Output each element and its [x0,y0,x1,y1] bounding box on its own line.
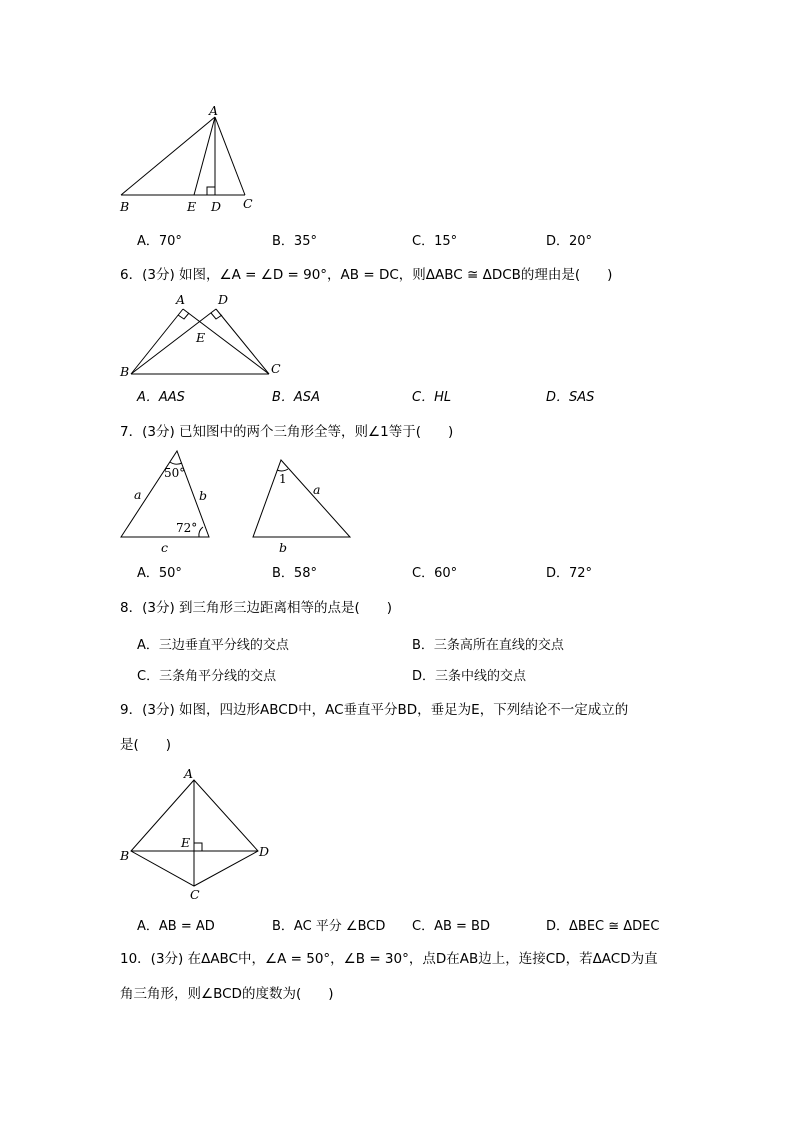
q6-option-d[interactable]: D．SAS [546,390,595,405]
q9-option-c[interactable]: C．AB = BD [412,919,490,934]
q9-label-a: A [184,766,194,781]
q10-stem-line2: 角三角形，则∠BCD的度数为( ) [120,986,334,1002]
q9-label-b: B [120,848,130,863]
q7-option-a[interactable]: A．50° [137,566,182,581]
q9-label-e: E [181,835,191,850]
q7-label-b2: b [279,540,288,555]
q7-label-c: c [161,540,169,555]
q9-label-c: C [190,887,200,902]
q9-option-d[interactable]: D．ΔBEC ≅ ΔDEC [546,919,660,934]
q5-option-c[interactable]: C．15° [412,234,458,249]
q6-label-e: E [196,330,206,345]
q6-option-c[interactable]: C．HL [412,390,452,405]
q7-stem: 7．(3分) 已知图中的两个三角形全等，则∠1等于( ) [120,424,454,440]
q6-label-c: C [271,361,281,376]
q6-stem: 6．(3分) 如图，∠A = ∠D = 90°，AB = DC，则ΔABC ≅ ΔDCB的理由是( ) [120,267,613,283]
q8-option-d[interactable]: D．三条中线的交点 [412,669,527,684]
q6-option-a[interactable]: A．AAS [137,390,185,405]
q7-option-d[interactable]: D．72° [546,566,593,581]
q5-label-d: D [211,199,222,214]
q8-option-a[interactable]: A．三边垂直平分线的交点 [137,638,289,653]
q8-option-c[interactable]: C．三条角平分线的交点 [137,669,277,684]
q7-angle-1: 1 [279,472,287,486]
q7-label-a1: a [134,487,142,502]
q9-option-a[interactable]: A．AB = AD [137,919,215,934]
q7-label-a2: a [313,482,321,497]
q9-stem-line2: 是( ) [120,737,172,753]
q6-label-a: A [176,292,186,307]
q8-option-b[interactable]: B．三条高所在直线的交点 [412,638,564,653]
q7-angle-50: 50° [164,466,186,480]
q5-option-d[interactable]: D．20° [546,234,593,249]
q5-option-a[interactable]: A．70° [137,234,182,249]
q7-option-b[interactable]: B．58° [272,566,317,581]
q6-label-d: D [218,292,229,307]
q9-stem-line1: 9．(3分) 如图，四边形ABCD中，AC垂直平分BD，垂足为E，下列结论不一定成立的 [120,702,629,718]
q8-stem: 8．(3分) 到三角形三边距离相等的点是( ) [120,600,393,616]
q5-label-b: B [120,199,130,214]
q7-label-b1: b [199,488,208,503]
q5-label-e: E [187,199,197,214]
q6-label-b: B [120,364,130,379]
q7-angle-72: 72° [176,521,198,535]
q6-option-b[interactable]: B．ASA [272,390,320,405]
q5-label-c: C [243,196,253,211]
q9-option-b[interactable]: B．AC 平分 ∠BCD [272,919,386,934]
q10-stem-line1: 10．(3分) 在ΔABC中，∠A = 50°，∠B = 30°，点D在AB边上，连接CD，若ΔACD为直 [120,951,658,967]
q5-label-a: A [209,103,219,118]
q7-option-c[interactable]: C．60° [412,566,458,581]
q5-option-b[interactable]: B．35° [272,234,317,249]
q9-label-d: D [259,844,270,859]
